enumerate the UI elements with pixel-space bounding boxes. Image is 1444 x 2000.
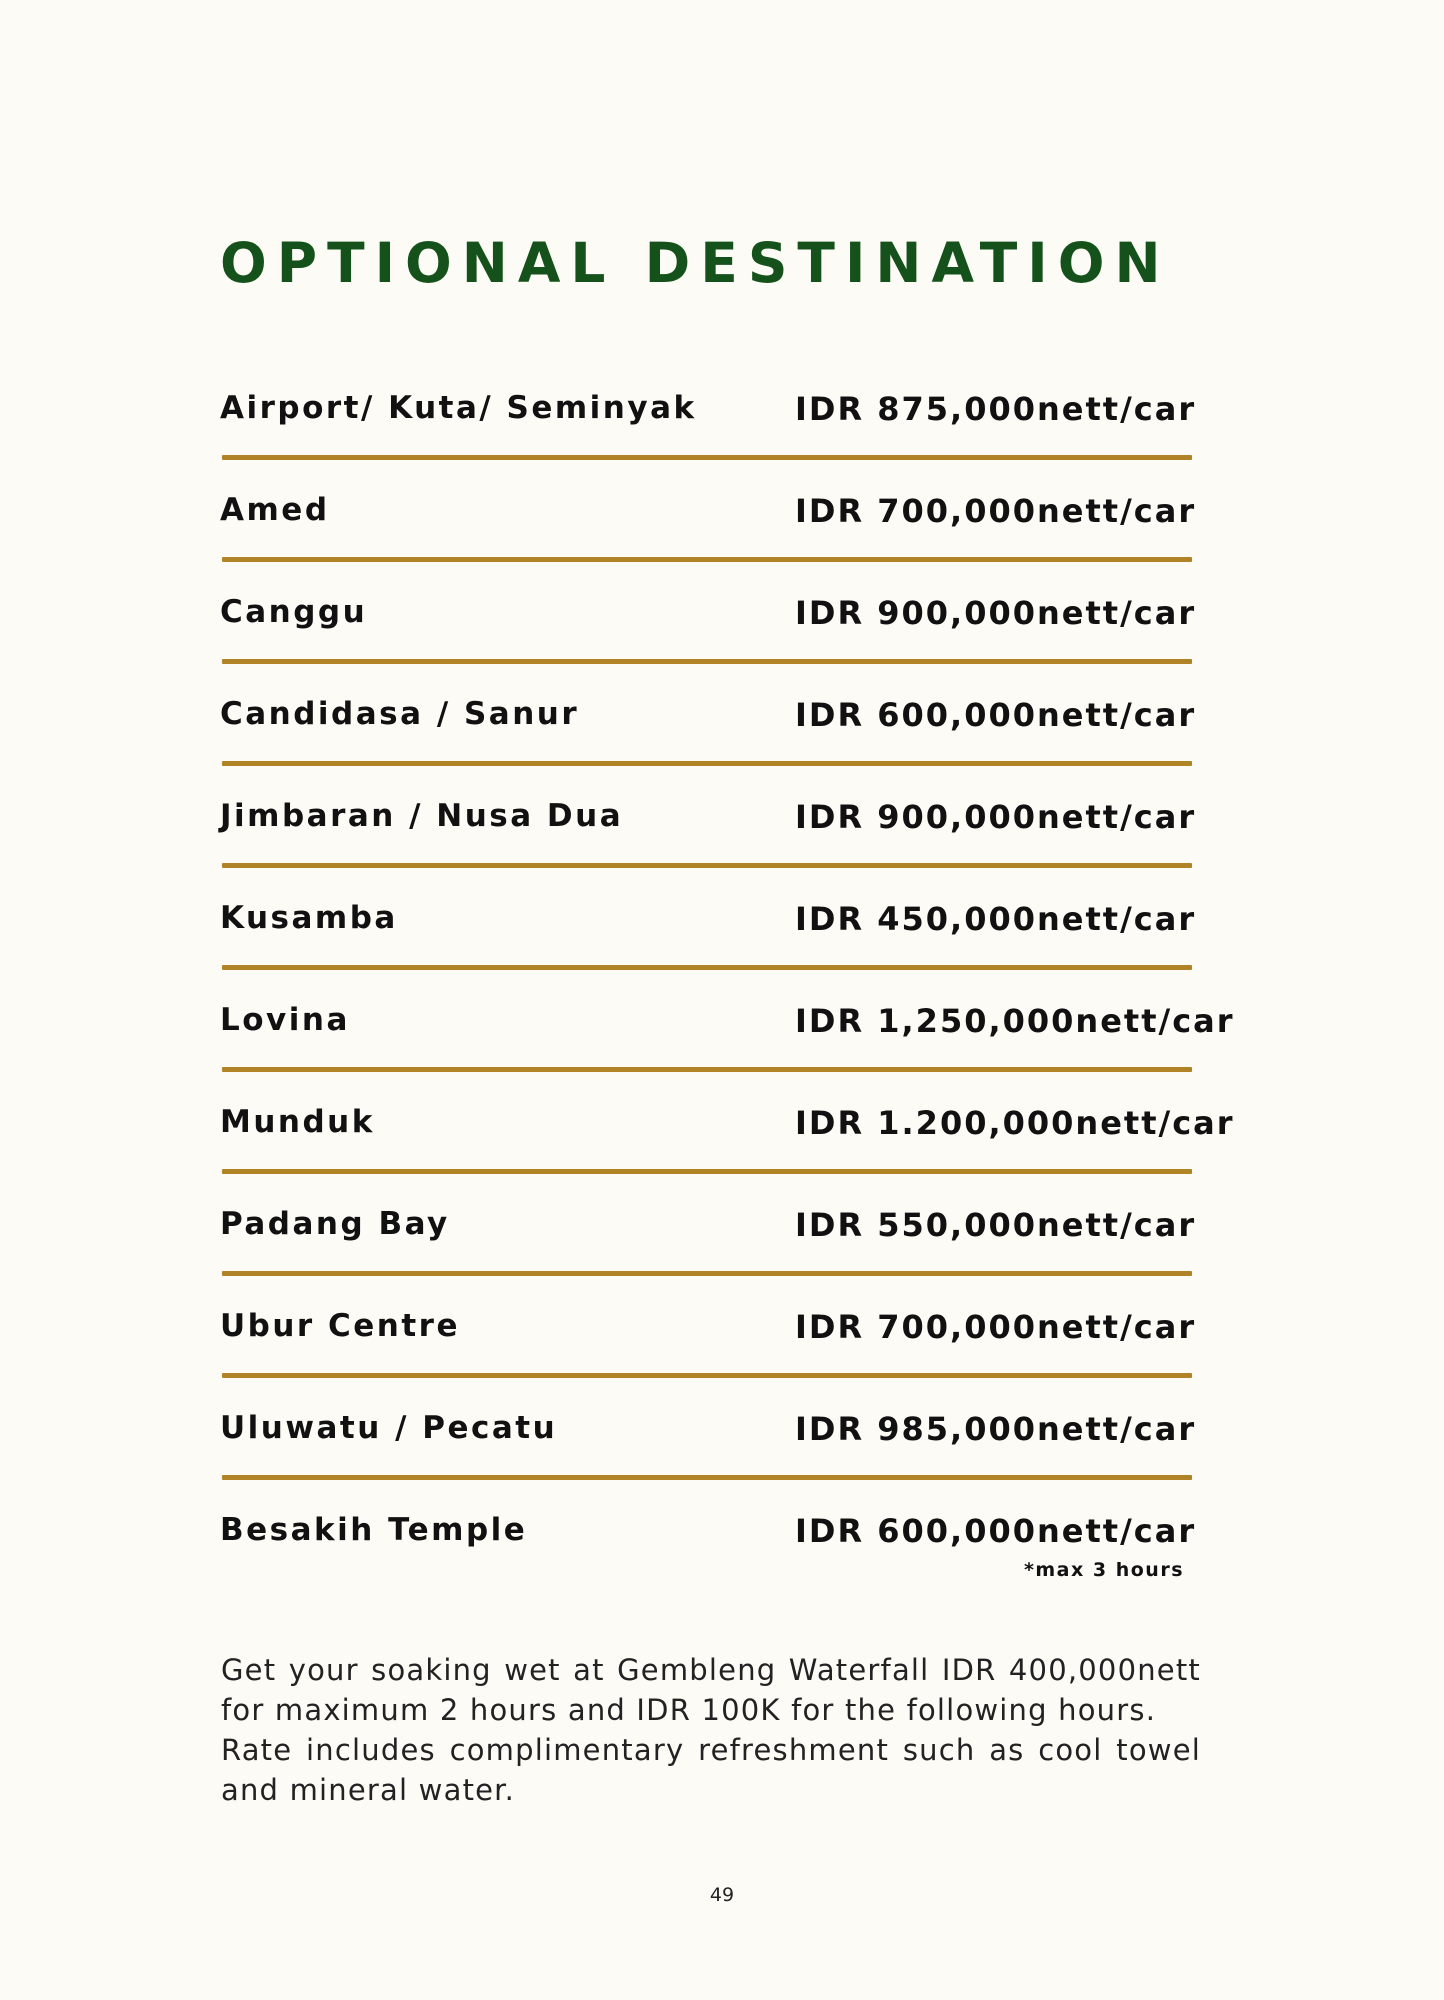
rate-row-ubur-centre <box>220 1288 1197 1390</box>
destination-name: Padang Bay <box>220 1206 450 1242</box>
rate-row-besakih-temple <box>220 1492 1197 1612</box>
destination-name: Candidasa / Sanur <box>220 696 580 732</box>
destination-price: IDR 900,000nett/car <box>795 594 1197 632</box>
row-divider <box>222 1271 1192 1276</box>
rate-row-amed <box>220 472 1197 574</box>
row-divider <box>222 1067 1192 1072</box>
destination-name: Kusamba <box>220 900 398 936</box>
destination-name: Besakih Temple <box>220 1512 528 1548</box>
destination-price: IDR 700,000nett/car <box>795 492 1197 530</box>
row-divider <box>222 455 1192 460</box>
destination-name: Airport/ Kuta/ Seminyak <box>220 390 697 426</box>
destination-price: IDR 900,000nett/car <box>795 798 1197 836</box>
destination-price: IDR 1.200,000nett/car <box>795 1104 1235 1142</box>
destination-price: IDR 875,000nett/car <box>795 390 1197 428</box>
destination-name: Amed <box>220 492 330 528</box>
destination-price: IDR 985,000nett/car <box>795 1410 1197 1448</box>
destination-name: Canggu <box>220 594 368 630</box>
row-divider <box>222 965 1192 970</box>
destination-price: IDR 600,000nett/car <box>795 696 1197 734</box>
row-divider <box>222 1373 1192 1378</box>
destination-name: Jimbaran / Nusa Dua <box>220 798 624 834</box>
destination-name: Ubur Centre <box>220 1308 460 1344</box>
rate-row-airport-kuta-seminyak <box>220 370 1197 472</box>
notes-paragraph <box>221 1650 1201 1810</box>
refreshment-note: Rate includes complimentary refreshment such as cool towel and mineral water. <box>221 1733 1201 1807</box>
destination-name: Lovina <box>220 1002 350 1038</box>
row-divider <box>222 659 1192 664</box>
destination-name: Munduk <box>220 1104 375 1140</box>
waterfall-note: Get your soaking wet at Gembleng Waterfall IDR 400,000nett for maximum 2 hours and IDR 100K for the following hours. <box>221 1653 1201 1727</box>
destination-price: IDR 700,000nett/car <box>795 1308 1197 1346</box>
rate-row-padang-bay <box>220 1186 1197 1288</box>
row-divider <box>222 1475 1192 1480</box>
page-number: 49 <box>709 1884 735 1906</box>
row-divider <box>222 557 1192 562</box>
destination-price: IDR 600,000nett/car <box>795 1512 1197 1550</box>
rate-list <box>220 370 1235 1612</box>
row-divider <box>222 1169 1192 1174</box>
rate-row-jimbaran-nusa-dua <box>220 778 1197 880</box>
rate-row-kusamba <box>220 880 1197 982</box>
destination-price: IDR 550,000nett/car <box>795 1206 1197 1244</box>
destination-price: IDR 450,000nett/car <box>795 900 1197 938</box>
rate-row-lovina <box>220 982 1235 1084</box>
row-divider <box>222 761 1192 766</box>
rate-row-candidasa-sanur <box>220 676 1197 778</box>
rate-row-uluwatu-pecatu <box>220 1390 1197 1492</box>
rate-row-canggu <box>220 574 1197 676</box>
destination-name: Uluwatu / Pecatu <box>220 1410 558 1446</box>
page-title: OPTIONAL DESTINATION <box>220 231 1171 295</box>
destination-price: IDR 1,250,000nett/car <box>795 1002 1235 1040</box>
rate-row-munduk <box>220 1084 1235 1186</box>
row-divider <box>222 863 1192 868</box>
max-hours-note: *max 3 hours <box>1023 1559 1184 1581</box>
